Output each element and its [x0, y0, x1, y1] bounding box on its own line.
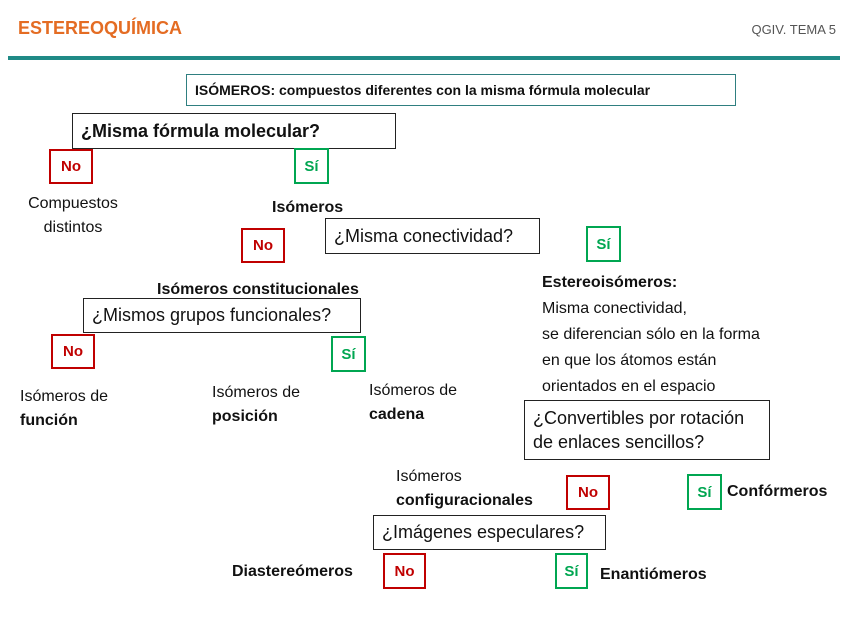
no-badge-formula: No	[49, 149, 93, 184]
si-badge-formula: Sí	[294, 148, 329, 184]
no-badge-conectividad: No	[241, 228, 285, 263]
si-badge-especulares: Sí	[555, 553, 588, 589]
question-same-formula: ¿Misma fórmula molecular?	[72, 113, 396, 149]
question-mirror-images: ¿Imágenes especulares?	[373, 515, 606, 550]
label-isomeros-constitucionales: Isómeros constitucionales	[157, 281, 359, 298]
header-divider	[8, 56, 840, 60]
no-badge-especulares: No	[383, 553, 426, 589]
question-same-connectivity: ¿Misma conectividad?	[325, 218, 540, 254]
label-diastereomeros: Diastereómeros	[232, 563, 353, 580]
course-label: QGIV. TEMA 5	[751, 22, 836, 37]
estereoisomeros-description: Estereoisómeros: Misma conectividad, se diferencian sólo en la forma en que los átomos están orientados en el espacio	[542, 274, 760, 395]
si-badge-grupos: Sí	[331, 336, 366, 372]
label-isomeros-posicion: Isómeros de posición	[212, 384, 301, 425]
question-same-functional-groups: ¿Mismos grupos funcionales?	[83, 298, 361, 333]
label-isomeros-configuracionales: Isómeros configuracionales	[396, 468, 533, 509]
label-enantiomeros: Enantiómeros	[600, 566, 707, 583]
label-isomeros-cadena: Isómeros de cadena	[369, 382, 458, 423]
no-badge-grupos: No	[51, 334, 95, 369]
label-compuestos-distintos: Compuestos distintos	[28, 195, 118, 236]
si-badge-conectividad: Sí	[586, 226, 621, 262]
label-conformeros: Confórmeros	[727, 483, 828, 500]
label-isomeros-funcion: Isómeros de función	[20, 388, 109, 429]
slide-title: ESTEREOQUÍMICA	[18, 18, 183, 38]
no-badge-rotacion: No	[566, 475, 610, 510]
definition-box: ISÓMEROS: compuestos diferentes con la misma fórmula molecular	[186, 74, 736, 106]
si-badge-rotacion: Sí	[687, 474, 722, 510]
question-rotation: ¿Convertibles por rotación de enlaces sencillos?	[524, 400, 770, 460]
label-isomeros: Isómeros	[272, 199, 344, 216]
